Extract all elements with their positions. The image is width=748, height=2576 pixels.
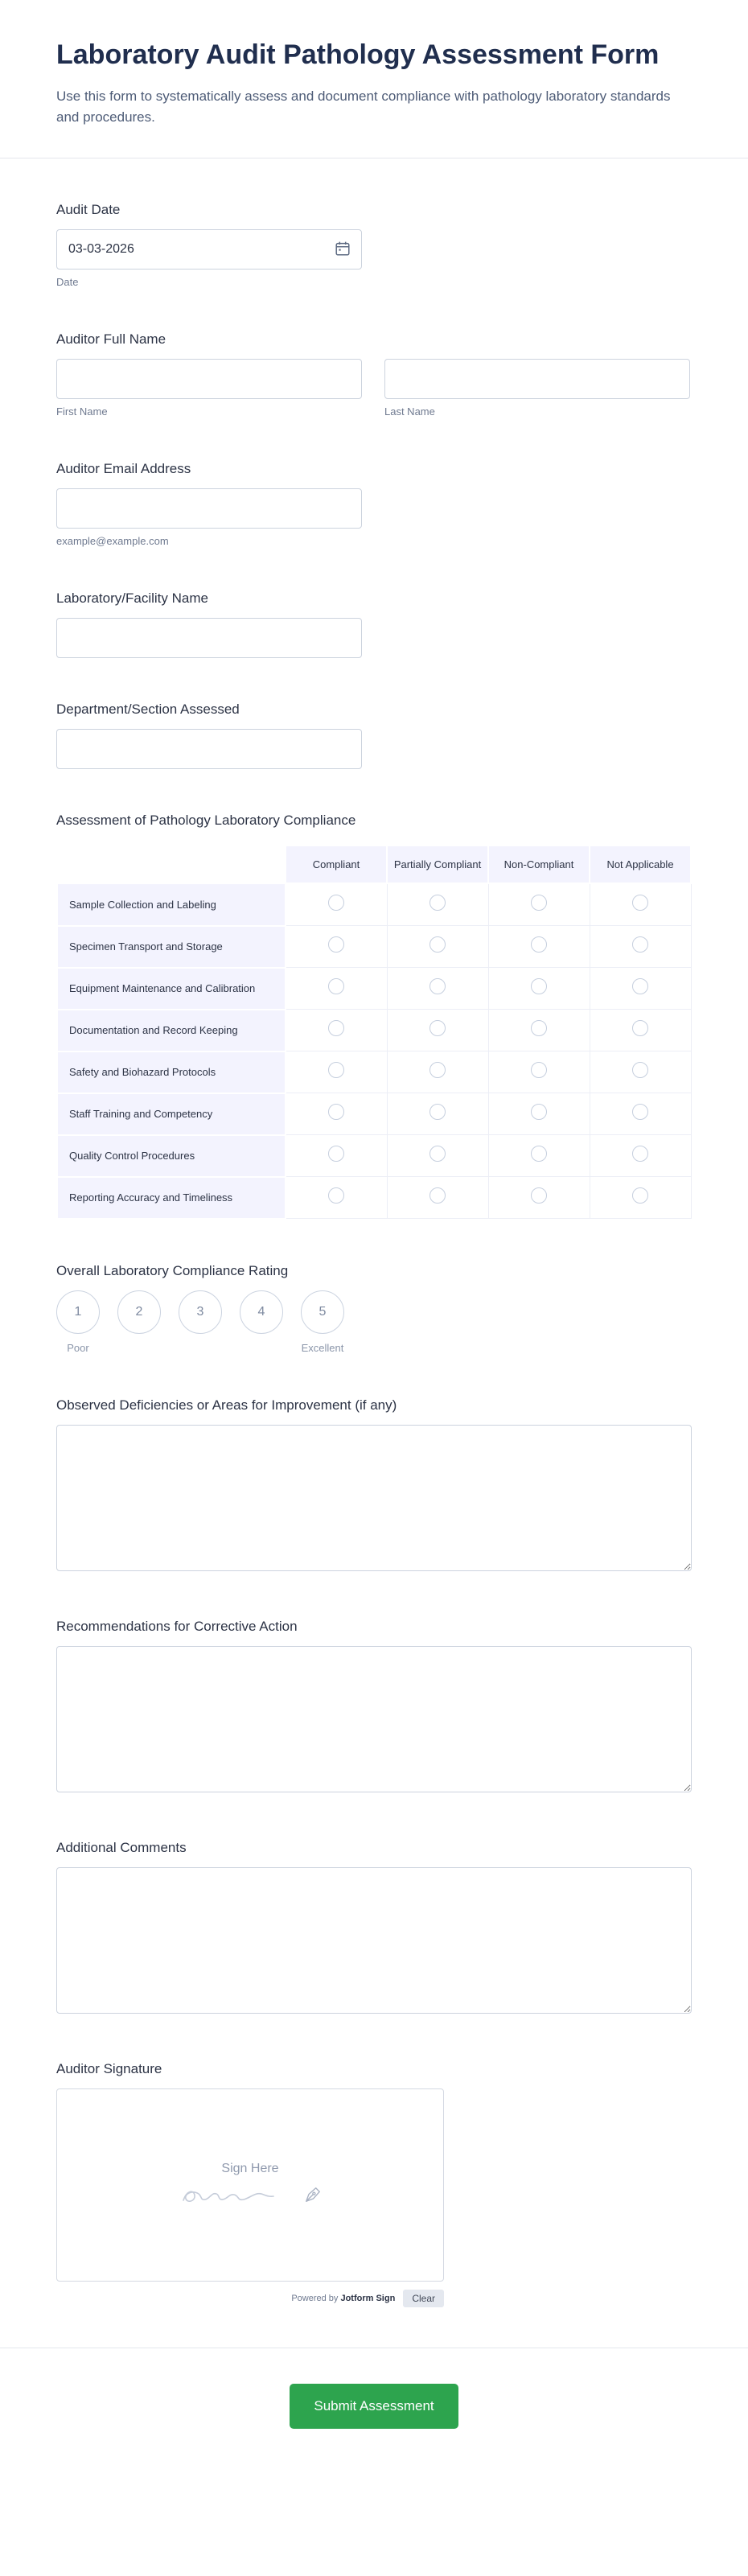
rating-option-2[interactable]: 2 [117, 1290, 161, 1334]
radio-button[interactable] [632, 1187, 648, 1204]
first-name-input[interactable] [56, 359, 362, 399]
rating-label: Overall Laboratory Compliance Rating [56, 1262, 289, 1278]
radio-button[interactable] [328, 1020, 344, 1036]
matrix-row-label: Reporting Accuracy and Timeliness [57, 1177, 286, 1219]
question-email [56, 461, 692, 547]
radio-button[interactable] [632, 1062, 648, 1078]
radio-button[interactable] [429, 1146, 446, 1162]
radio-button[interactable] [531, 1020, 547, 1036]
rating-max-label: Excellent [301, 1341, 344, 1354]
question-facility [56, 591, 692, 658]
radio-button[interactable] [531, 1062, 547, 1078]
form-subtitle: Use this form to systematically assess and document compliance with pathology laboratory standards and procedures. [56, 88, 671, 126]
auditor-name-label: Auditor Full Name [56, 331, 166, 347]
matrix-row [57, 1010, 691, 1051]
radio-button[interactable] [429, 1104, 446, 1120]
radio-button[interactable] [531, 1104, 547, 1120]
deficiencies-label: Observed Deficiencies or Areas for Improvement (if any) [56, 1397, 397, 1413]
audit-date-label: Audit Date [56, 201, 121, 217]
radio-button[interactable] [632, 895, 648, 911]
radio-button[interactable] [429, 1020, 446, 1036]
question-recommendations [56, 1619, 692, 1796]
question-comments [56, 1840, 692, 2018]
matrix-row [57, 926, 691, 968]
radio-button[interactable] [531, 1187, 547, 1204]
facility-label: Laboratory/Facility Name [56, 590, 208, 606]
rating-option-4[interactable]: 4 [240, 1290, 283, 1334]
form-header [0, 0, 748, 158]
last-name-input[interactable] [384, 359, 690, 399]
signature-placeholder: Sign Here [221, 2161, 279, 2175]
radio-button[interactable] [429, 1062, 446, 1078]
matrix-row-label: Equipment Maintenance and Calibration [57, 968, 286, 1010]
matrix-col-non-compliant: Non-Compliant [488, 846, 590, 884]
matrix-row-label: Specimen Transport and Storage [57, 926, 286, 968]
matrix-title: Assessment of Pathology Laboratory Compliance [56, 812, 356, 828]
rating-option-3[interactable]: 3 [179, 1290, 222, 1334]
question-audit-date [56, 202, 692, 288]
matrix-header-row [57, 846, 691, 884]
jotform-sign-brand: Jotform Sign [340, 2293, 396, 2303]
radio-button[interactable] [328, 895, 344, 911]
signature-pad[interactable] [56, 2088, 444, 2282]
radio-button[interactable] [632, 1020, 648, 1036]
matrix-col-not-applicable: Not Applicable [590, 846, 691, 884]
radio-button[interactable] [531, 978, 547, 994]
question-rating [56, 1263, 692, 1354]
rating-scale [56, 1290, 692, 1354]
radio-button[interactable] [531, 895, 547, 911]
question-deficiencies [56, 1397, 692, 1575]
radio-button[interactable] [632, 1104, 648, 1120]
comments-label: Additional Comments [56, 1839, 187, 1855]
radio-button[interactable] [328, 1104, 344, 1120]
matrix-row [57, 1093, 691, 1135]
matrix-row [57, 1135, 691, 1177]
audit-date-input[interactable] [56, 229, 362, 270]
question-department [56, 702, 692, 769]
form-title: Laboratory Audit Pathology Assessment Form [56, 39, 660, 70]
matrix-row [57, 883, 691, 926]
email-label: Auditor Email Address [56, 460, 191, 476]
department-label: Department/Section Assessed [56, 701, 240, 717]
compliance-matrix [56, 845, 692, 1220]
matrix-row-label: Sample Collection and Labeling [57, 883, 286, 926]
comments-textarea[interactable] [56, 1867, 692, 2014]
radio-button[interactable] [429, 1187, 446, 1204]
radio-button[interactable] [531, 936, 547, 953]
last-name-col [384, 359, 690, 418]
clear-signature-button[interactable]: Clear [403, 2290, 444, 2307]
pen-icon [304, 2186, 322, 2204]
matrix-row [57, 1051, 691, 1093]
matrix-row-label: Documentation and Record Keeping [57, 1010, 286, 1051]
matrix-col-partially-compliant: Partially Compliant [387, 846, 488, 884]
radio-button[interactable] [328, 978, 344, 994]
submit-section [0, 2348, 748, 2490]
question-signature [56, 2061, 692, 2307]
calendar-icon[interactable] [333, 240, 352, 259]
rating-option-1[interactable]: 1 [56, 1290, 100, 1334]
matrix-row-label: Safety and Biohazard Protocols [57, 1051, 286, 1093]
radio-button[interactable] [632, 978, 648, 994]
matrix-row [57, 1177, 691, 1219]
radio-button[interactable] [429, 936, 446, 953]
recommendations-label: Recommendations for Corrective Action [56, 1618, 298, 1634]
department-input[interactable] [56, 729, 362, 769]
signature-squiggle-icon [179, 2181, 299, 2208]
matrix-row-label: Staff Training and Competency [57, 1093, 286, 1135]
powered-by-text: Powered by [291, 2293, 339, 2303]
audit-date-input-wrap [56, 229, 362, 270]
matrix-row [57, 968, 691, 1010]
radio-button[interactable] [632, 936, 648, 953]
question-auditor-name [56, 331, 692, 418]
first-name-sublabel: First Name [56, 405, 108, 418]
radio-button[interactable] [328, 1187, 344, 1204]
radio-button[interactable] [328, 1062, 344, 1078]
matrix-row-label: Quality Control Procedures [57, 1135, 286, 1177]
audit-date-sublabel: Date [56, 275, 79, 288]
first-name-col [56, 359, 362, 418]
radio-button[interactable] [429, 978, 446, 994]
facility-input[interactable] [56, 618, 362, 658]
radio-button[interactable] [328, 936, 344, 953]
signature-footer [56, 2290, 444, 2307]
rating-option-5[interactable]: 5 [301, 1290, 344, 1334]
submit-button[interactable]: Submit Assessment [290, 2384, 458, 2429]
deficiencies-textarea[interactable] [56, 1425, 692, 1571]
matrix-col-compliant: Compliant [286, 846, 387, 884]
email-sublabel: example@example.com [56, 534, 169, 547]
radio-button[interactable] [531, 1146, 547, 1162]
radio-button[interactable] [429, 895, 446, 911]
last-name-sublabel: Last Name [384, 405, 435, 418]
recommendations-textarea[interactable] [56, 1646, 692, 1792]
signature-label: Auditor Signature [56, 2060, 162, 2076]
radio-button[interactable] [632, 1146, 648, 1162]
radio-button[interactable] [328, 1146, 344, 1162]
matrix-corner-cell [57, 846, 286, 884]
email-input[interactable] [56, 488, 362, 529]
rating-min-label: Poor [67, 1341, 89, 1354]
question-compliance-matrix [56, 813, 692, 1220]
